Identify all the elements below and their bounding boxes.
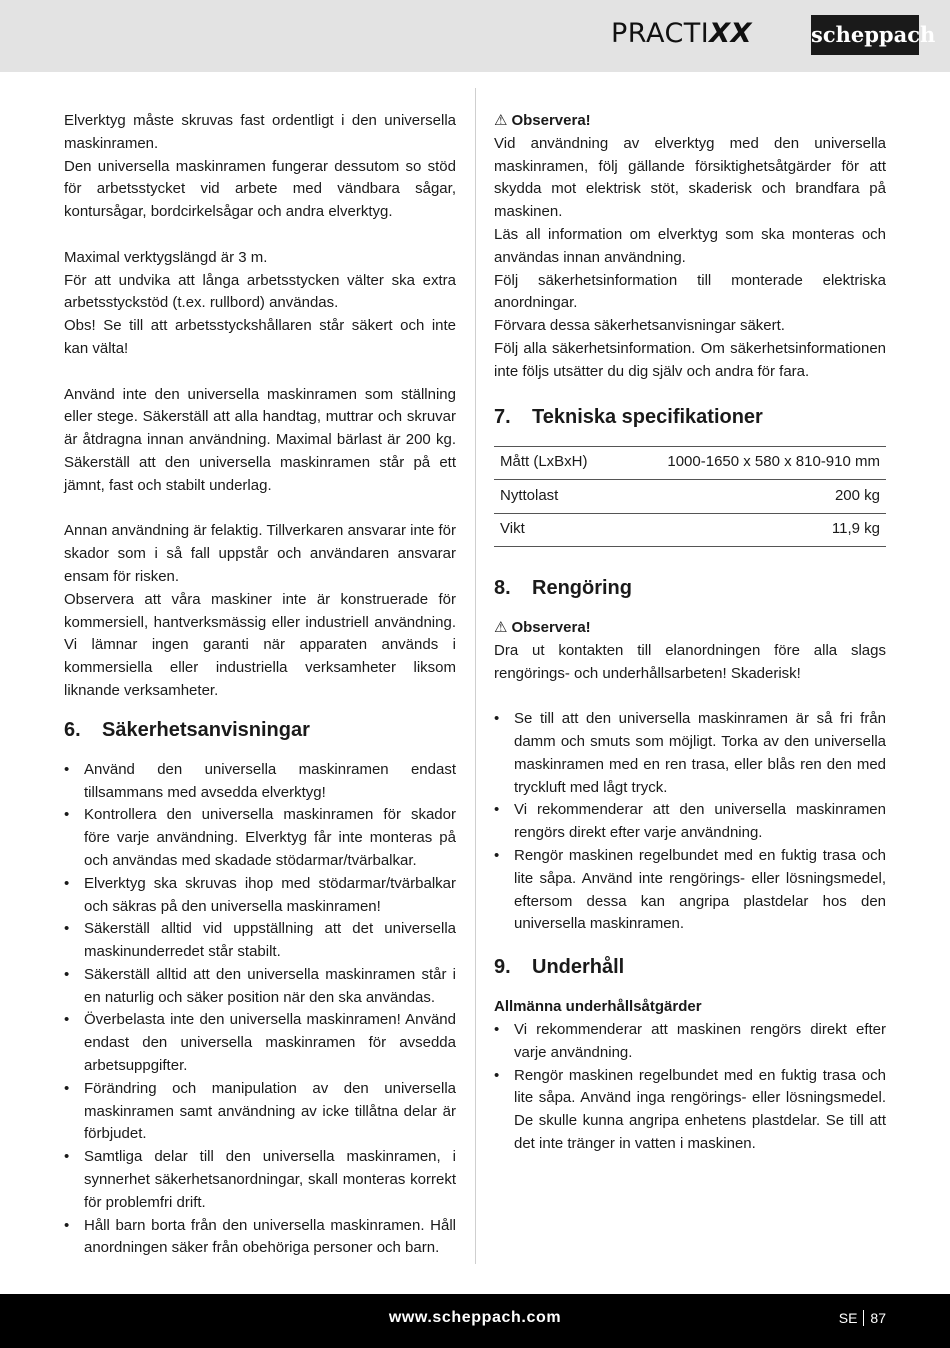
spec-value: 11,9 kg (614, 513, 886, 547)
paragraph: Obs! Se till att arbetsstyckshållaren står säkert och inte kan välta! (64, 317, 456, 357)
list-item: • Samtliga delar till den universella maskinramen, i synnerhet säkerhetsanordningar, skall monteras korrekt för problemfri drift. (64, 1146, 456, 1214)
section-number: 9. (494, 956, 511, 979)
list-item: • Förändring och manipulation av den universella maskinramen samt användning av icke tillåtna delar är förbjudet. (64, 1078, 456, 1146)
list-item: • Se till att den universella maskinramen är så fri från damm och smuts som möjligt. Torka av den universella maskinramen med en ren trasa, eller blås ren den med tryckluft med lågt tryck. (494, 708, 886, 799)
website-link[interactable]: www.scheppach.com (388, 1309, 562, 1326)
specs-table (494, 446, 886, 548)
paragraph: Följ säkerhetsinformation till monterade elektriska anordningar. (494, 271, 886, 312)
left-column (64, 110, 456, 1260)
safety-list (64, 759, 456, 1261)
column-divider (475, 88, 476, 1264)
paragraph: Dra ut kontakten till elanordningen före alla slags rengörings- och underhållsarbeten! Skaderisk! (494, 641, 886, 682)
warning-heading (494, 617, 886, 640)
page-number (839, 1310, 886, 1326)
paragraph: Vid användning av elverktyg med den universella maskinramen, följ gällande försiktighetsåtgärder för att skydda mot elektrisk stöt, skaderisk och brandfara på maskinen. (494, 134, 886, 221)
paragraph: Använd inte den universella maskinramen som ställning eller stege. Säkerställ att alla handtag, muttrar och skruvar är åtdragna innan användning. Maximal bärlast är 200 kg. Säkerställ att den universella maskinramen står på ett jämnt, fast och stabilt underlag. (64, 385, 456, 494)
list-item: • Vi rekommenderar att den universella maskinramen rengörs direkt efter varje användning. (494, 799, 886, 845)
section-title: Säkerhetsanvisningar (102, 718, 310, 741)
warning-triangle-icon: ⚠ (494, 112, 508, 129)
section-number: 6. (64, 718, 81, 741)
page-header (0, 0, 950, 72)
list-item: • Elverktyg ska skruvas ihop med stödarmar/tvärbalkar och säkras på den universella maskinramen! (64, 873, 456, 919)
warning-label: Observera! (511, 619, 591, 637)
list-item: • Säkerställ alltid vid uppställning att det universella maskinunderredet står stabilt. (64, 918, 456, 964)
practixx-logo-text: PRACTI (611, 18, 710, 49)
list-item: • Rengör maskinen regelbundet med en fuktig trasa och lite såpa. Använd inte rengörings- eller lösningsmedel, eftersom dessa kan angripa plastdelar hos den universella maskinramen. (494, 845, 886, 936)
warning-heading (494, 110, 886, 133)
paragraph: Den universella maskinramen fungerar dessutom so stöd för arbetsstycket vid arbete med vändbara sågar, kontursågar, bordcirkelsågar och andra elverktyg. (64, 157, 456, 221)
paragraph: Elverktyg måste skruvas fast ordentligt i den universella maskinramen. (64, 112, 456, 152)
section-number: 8. (494, 577, 511, 600)
section-heading-8 (494, 575, 886, 601)
section-heading-6 (64, 717, 456, 743)
page-footer (0, 1294, 950, 1348)
section-title: Tekniska specifikationer (532, 405, 763, 428)
paragraph: Annan användning är felaktig. Tillverkaren ansvarar inte för skador som i så fall uppstår och användaren ansvarar ensam för risken. (64, 522, 456, 585)
list-item: • Håll barn borta från den universella maskinramen. Håll anordningen säker från obehöriga personer och barn. (64, 1215, 456, 1261)
separator (863, 1310, 864, 1326)
spec-value: 200 kg (614, 480, 886, 514)
table-row (494, 513, 886, 547)
section-heading-9 (494, 954, 886, 980)
section-heading-7 (494, 404, 886, 430)
practixx-logo (611, 18, 752, 49)
warning-triangle-icon: ⚠ (494, 619, 508, 637)
right-column (494, 110, 886, 1156)
spec-label: Nyttolast (494, 480, 614, 514)
scheppach-logo: scheppach (811, 15, 919, 55)
table-row (494, 446, 886, 480)
list-item: • Rengör maskinen regelbundet med en fuktig trasa och lite såpa. Använd inga rengörings- eller lösningsmedel. De skulle kunna angripa enhetens plastdelar. Se till att det inte tränger in vatten i maskinen. (494, 1065, 886, 1156)
section-title: Underhåll (532, 956, 625, 979)
spec-label: Mått (LxBxH) (494, 446, 614, 480)
page-number-value: 87 (870, 1310, 886, 1326)
subheading: Allmänna underhållsåtgärder (494, 998, 702, 1016)
list-item: • Använd den universella maskinramen endast tillsammans med avsedda elverktyg! (64, 759, 456, 805)
section-title: Rengöring (532, 577, 632, 600)
spec-label: Vikt (494, 513, 614, 547)
section-number: 7. (494, 405, 511, 428)
paragraph: Följ alla säkerhetsinformation. Om säkerhetsinformationen inte följs utsätter du dig själv och andra för fara. (494, 339, 886, 380)
list-item: • Säkerställ alltid att den universella maskinramen står i en naturlig och säker position när den ska användas. (64, 964, 456, 1010)
paragraph: Förvara dessa säkerhetsanvisningar säkert. (494, 317, 785, 335)
paragraph: Maximal verktygslängd är 3 m. (64, 248, 268, 266)
spec-value: 1000-1650 x 580 x 810-910 mm (614, 446, 886, 480)
language-code: SE (838, 1310, 858, 1326)
practixx-logo-xx: XX (709, 18, 752, 49)
table-row (494, 480, 886, 514)
warning-label: Observera! (511, 112, 591, 129)
cleaning-list (494, 708, 886, 936)
paragraph: Observera att våra maskiner inte är konstruerade för kommersiell, hantverksmässig eller industriell användning. Vi lämnar ingen garanti när apparaten används i kommersiella eller industriella verksamheter liksom liknande verksamheter. (64, 590, 456, 699)
paragraph: Läs all information om elverktyg som ska monteras och användas innan användning. (494, 225, 886, 266)
paragraph: För att undvika att långa arbetsstycken välter ska extra arbetsstyckstöd (t.ex. rullbord) användas. (64, 271, 456, 312)
maintenance-list (494, 1019, 886, 1156)
list-item: • Kontrollera den universella maskinramen för skador före varje användning. Elverktyg får inte monteras på och användas med skadade stödarmar/tvärbalkar. (64, 804, 456, 872)
list-item: • Vi rekommenderar att maskinen rengörs direkt efter varje användning. (494, 1019, 886, 1065)
list-item: • Överbelasta inte den universella maskinramen! Använd endast den universella maskinramen för avsedda arbetsuppgifter. (64, 1009, 456, 1077)
